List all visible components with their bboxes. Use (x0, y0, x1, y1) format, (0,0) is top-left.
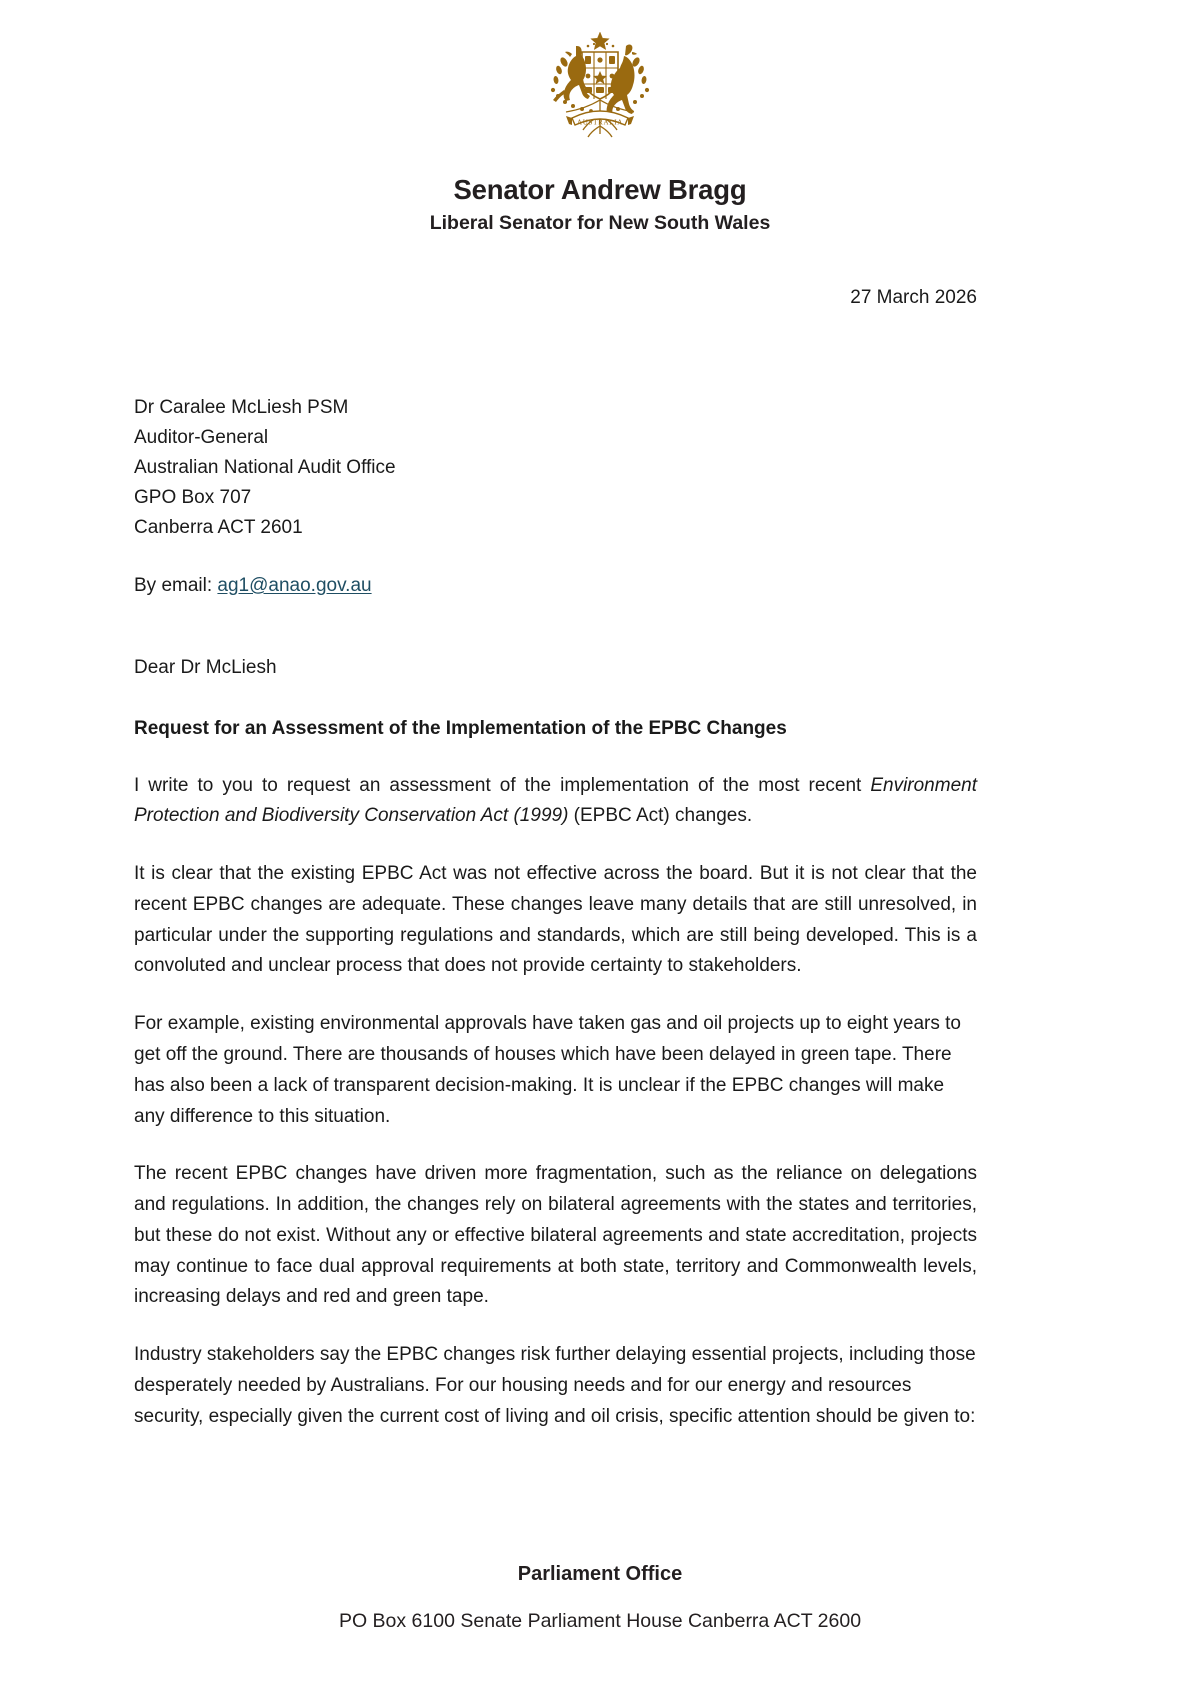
paragraph-5: Industry stakeholders say the EPBC changes risk further delaying essential projects, including those desperately needed by Australians. For our housing needs and for our energy and resources security, especially given the current cost of living and oil crisis, specific attention should be given to: (134, 1344, 976, 1427)
letterhead-name: Senator Andrew Bragg (453, 174, 747, 205)
act-citation: Environment Protection and Biodiversity Conservation Act (1999) (134, 774, 977, 827)
letter-date: 27 March 2026 (850, 287, 977, 308)
footer-office-address: PO Box 6100 Senate Parliament House Canberra ACT 2600 (338, 1609, 862, 1632)
recipient-po-box: GPO Box 707 (134, 486, 252, 508)
footer-office-title: Parliament Office (517, 1562, 683, 1585)
email-label: By email: (134, 574, 218, 596)
paragraph-1-lead: I write to you to request an assessment of the implementation of the most recent (134, 774, 871, 796)
email-line (134, 571, 977, 601)
paragraph-1-tail: (EPBC Act) changes. (568, 805, 753, 827)
recipient-organisation: Australian National Audit Office (134, 456, 396, 478)
recipient-city-state: Canberra ACT 2601 (134, 516, 303, 538)
letterhead-subtitle: Liberal Senator for New South Wales (429, 211, 771, 234)
paragraph-4: The recent EPBC changes have driven more fragmentation, such as the reliance on delegations and regulations. In addition, the changes rely on bilateral agreements with the states and territories, but these do not exist. Without any or effective bilateral agreements and state accreditation, projects may continue to face dual approval requirements at both state, territory and Commonwealth levels, increasing delays and red and green tape. (134, 1163, 977, 1308)
australian-coat-of-arms-icon (520, 26, 680, 154)
svg-text:AUSTRALIA: AUSTRALIA (577, 118, 623, 127)
subject-heading: Request for an Assessment of the Implementation of the EPBC Changes (134, 717, 787, 739)
salutation: Dear Dr McLiesh (134, 656, 277, 678)
letterhead (0, 0, 1200, 234)
page-footer (0, 1561, 1200, 1634)
recipient-address-block (134, 393, 977, 543)
paragraph-1 (134, 771, 977, 833)
letter-body (134, 236, 977, 1451)
email-address-link[interactable]: ag1@anao.gov.au (217, 574, 372, 596)
recipient-title: Auditor-General (134, 426, 269, 448)
recipient-name: Dr Caralee McLiesh PSM (134, 396, 349, 418)
paragraph-2: It is clear that the existing EPBC Act was not effective across the board. But it is not clear that the recent EPBC changes are adequate. These changes leave many details that are still unresolved, in particular under the supporting regulations and standards, which are still being developed. This is a convoluted and unclear process that does not provide certainty to stakeholders. (134, 863, 977, 977)
paragraph-3: For example, existing environmental approvals have taken gas and oil projects up to eight years to get off the ground. There are thousands of houses which have been delayed in green tape. There has also been a lack of transparent decision-making. It is unclear if the EPBC changes will make any difference to this situation. (134, 1013, 961, 1127)
